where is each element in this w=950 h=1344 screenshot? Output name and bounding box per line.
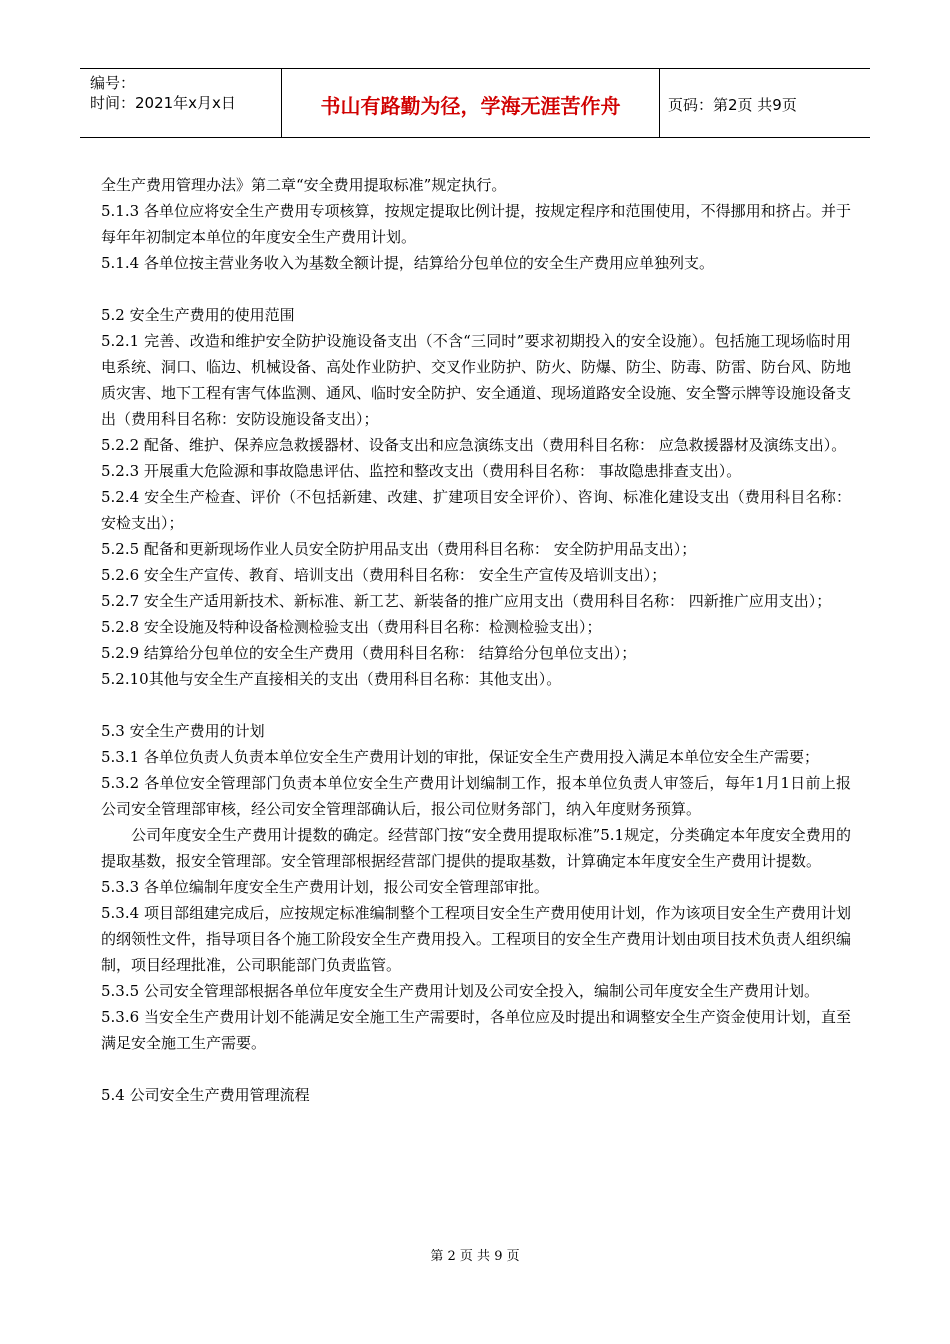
body-paragraph: 公司年度安全生产费用计提数的确定。经营部门按“安全费用提取标准”5.1规定，分类确定本年度安全费用的提取基数，报安全管理部。安全管理部根据经营部门提供的提取基数，计算确定本年度安全生产费用计提数。 bbox=[101, 826, 851, 870]
page-header bbox=[80, 68, 870, 138]
header-page-number: 页码：第2页 共9页 bbox=[668, 95, 797, 114]
page-footer: 第 2 页 共 9 页 bbox=[430, 1249, 520, 1264]
body-paragraph: 5.3 安全生产费用的计划 bbox=[101, 722, 265, 740]
body-paragraph: 5.1.3 各单位应将安全生产费用专项核算，按规定提取比例计提，按规定程序和范围使用，不得挪用和挤占。并于每年年初制定本单位的年度安全生产费用计划。 bbox=[101, 202, 851, 246]
body-paragraph: 5.3.5 公司安全管理部根据各单位年度安全生产费用计划及公司安全投入，编制公司年度安全生产费用计划。 bbox=[101, 982, 819, 1000]
body-paragraph: 5.2.8 安全设施及特种设备检测检验支出（费用科目名称：检测检验支出）； bbox=[101, 618, 602, 636]
body-paragraph: 5.2.9 结算给分包单位的安全生产费用（费用科目名称： 结算给分包单位支出）； bbox=[101, 644, 637, 662]
body-paragraph: 5.2.7 安全生产适用新技术、新标准、新工艺、新装备的推广应用支出（费用科目名称： 四新推广应用支出）； bbox=[101, 592, 832, 610]
document-body bbox=[101, 172, 851, 1108]
document-number-label: 编号： bbox=[90, 74, 136, 92]
body-paragraph: 全生产费用管理办法》第二章“安全费用提取标准”规定执行。 bbox=[101, 176, 507, 194]
header-info bbox=[80, 69, 282, 137]
body-paragraph: 5.3.1 各单位负责人负责本单位安全生产费用计划的审批，保证安全生产费用投入满足本单位安全生产需要； bbox=[101, 748, 819, 766]
body-paragraph: 5.2.4 安全生产检查、评价（不包括新建、改建、扩建项目安全评价）、咨询、标准化建设支出（费用科目名称： 安检支出）； bbox=[101, 488, 851, 532]
body-paragraph: 5.3.2 各单位安全管理部门负责本单位安全生产费用计划编制工作，报本单位负责人审签后，每年1月1日前上报公司安全管理部审核，经公司安全管理部确认后，报公司位财务部门，纳入年度财务预算。 bbox=[101, 774, 851, 818]
document-date-label: 时间：2021年x月x日 bbox=[90, 94, 236, 112]
body-paragraph: 5.2.5 配备和更新现场作业人员安全防护用品支出（费用科目名称： 安全防护用品支出）； bbox=[101, 540, 697, 558]
body-paragraph: 5.4 公司安全生产费用管理流程 bbox=[101, 1086, 310, 1104]
body-paragraph: 5.2.1 完善、改造和维护安全防护设施设备支出（不含“三同时”要求初期投入的安全设施）。包括施工现场临时用电系统、洞口、临边、机械设备、高处作业防护、交叉作业防护、防火、防爆、防尘、防毒、防雷、防台风、防地质灾害、地下工程有害气体监测、通风、临时安全防护、安全通道、现场道路安全设施、安全警示牌等设施设备支出（费用科目名称：安防设施设备支出）； bbox=[101, 332, 852, 428]
header-motto: 书山有路勤为径，学海无涯苦作舟 bbox=[282, 69, 660, 137]
body-paragraph: 5.3.3 各单位编制年度安全生产费用计划，报公司安全管理部审批。 bbox=[101, 878, 549, 896]
body-paragraph: 5.3.4 项目部组建完成后，应按规定标准编制整个工程项目安全生产费用使用计划，作为该项目安全生产费用计划的纲领性文件，指导项目各个施工阶段安全生产费用投入。工程项目的安全生产费用计划由项目技术负责人组织编制，项目经理批准，公司职能部门负责监管。 bbox=[101, 904, 852, 974]
body-paragraph: 5.1.4 各单位按主营业务收入为基数全额计提，结算给分包单位的安全生产费用应单独列支。 bbox=[101, 254, 714, 272]
body-paragraph: 5.2.3 开展重大危险源和事故隐患评估、监控和整改支出（费用科目名称： 事故隐患排查支出）。 bbox=[101, 462, 742, 480]
body-paragraph: 5.3.6 当安全生产费用计划不能满足安全施工生产需要时，各单位应及时提出和调整安全生产资金使用计划，直至满足安全施工生产需要。 bbox=[101, 1008, 851, 1052]
body-paragraph: 5.2.10其他与安全生产直接相关的支出（费用科目名称：其他支出）。 bbox=[101, 670, 562, 688]
body-paragraph: 5.2.6 安全生产宣传、教育、培训支出（费用科目名称： 安全生产宣传及培训支出）； bbox=[101, 566, 667, 584]
body-paragraph: 5.2.2 配备、维护、保养应急救援器材、设备支出和应急演练支出（费用科目名称： 应急救援器材及演练支出）。 bbox=[101, 436, 847, 454]
body-paragraph: 5.2 安全生产费用的使用范围 bbox=[101, 306, 295, 324]
